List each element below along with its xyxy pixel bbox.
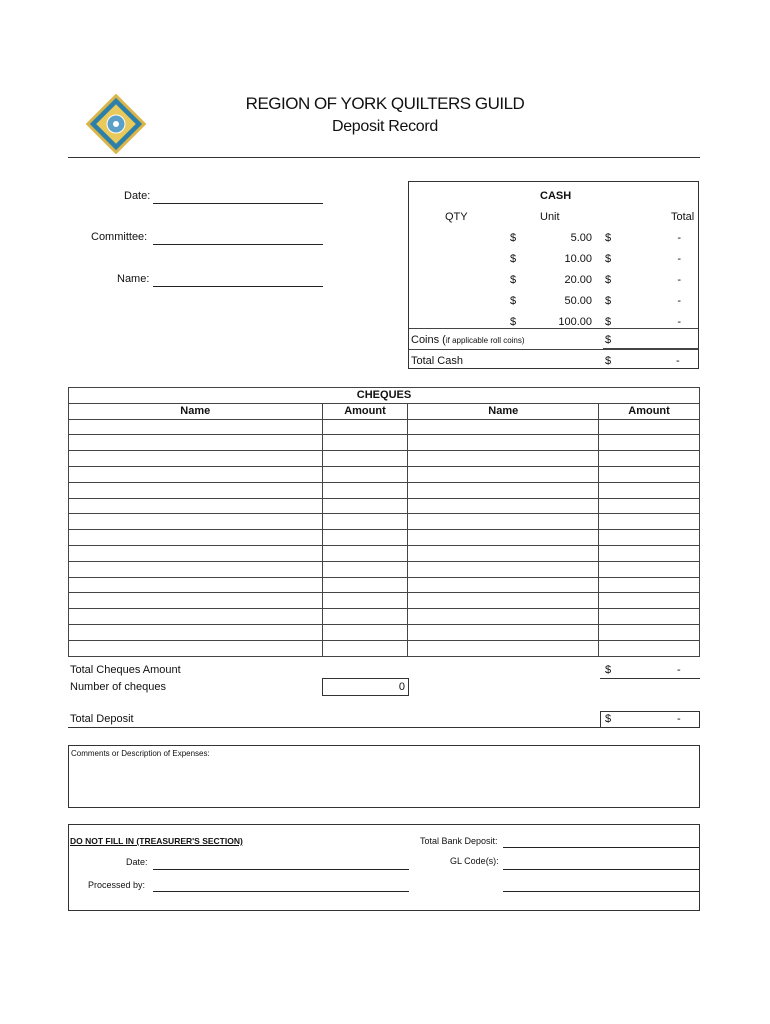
cheque-row [69, 451, 700, 467]
cheque-amount-cell[interactable] [599, 577, 700, 593]
cash-unit-value: 100.00 [558, 316, 592, 328]
cheque-amount-cell[interactable] [599, 514, 700, 530]
cash-qty-field[interactable] [429, 232, 489, 246]
cash-unit-currency: $ [510, 316, 517, 328]
cheque-name-cell[interactable] [69, 482, 323, 498]
cheque-amount-cell[interactable] [599, 545, 700, 561]
cheques-title-row [69, 388, 700, 404]
total-deposit-box [600, 711, 700, 728]
cheque-amount-cell[interactable] [322, 451, 408, 467]
total-cheques-underline [600, 678, 700, 679]
cheques-name-header-2: Name [408, 403, 599, 419]
cheque-name-cell[interactable] [69, 419, 323, 435]
cash-total-currency: $ [605, 316, 612, 328]
cheque-amount-cell[interactable] [322, 435, 408, 451]
cheque-name-cell[interactable] [408, 561, 599, 577]
cheque-amount-cell[interactable] [322, 640, 408, 656]
processed-by-label: Processed by: [88, 880, 146, 890]
cheque-name-cell[interactable] [408, 530, 599, 546]
cheque-name-cell[interactable] [408, 435, 599, 451]
total-cheques-value: - [677, 664, 681, 676]
qty-header: QTY [445, 211, 468, 223]
treasurer-section [68, 824, 700, 911]
gl-code-label: GL Code(s): [450, 856, 499, 866]
cheque-amount-cell[interactable] [599, 419, 700, 435]
cheque-row [69, 435, 700, 451]
cheques-title: CHEQUES [69, 388, 700, 404]
cheque-name-cell[interactable] [69, 451, 323, 467]
unit-header: Unit [540, 211, 560, 223]
bank-deposit-field[interactable] [503, 847, 699, 848]
cash-unit-currency: $ [510, 232, 517, 244]
treasurer-title: DO NOT FILL IN (TREASURER'S SECTION) [70, 836, 243, 846]
total-deposit-value: - [677, 713, 681, 725]
cheque-amount-cell[interactable] [599, 624, 700, 640]
cheque-row [69, 482, 700, 498]
cash-qty-field[interactable] [429, 295, 489, 309]
cheque-name-cell[interactable] [69, 435, 323, 451]
cheque-amount-cell[interactable] [322, 609, 408, 625]
cash-unit-value: 5.00 [570, 232, 592, 244]
cheque-amount-cell[interactable] [322, 593, 408, 609]
cash-total-value: - [677, 232, 681, 244]
total-cash-value: - [676, 355, 680, 367]
cash-qty-field[interactable] [429, 274, 489, 288]
cash-total-currency: $ [605, 232, 612, 244]
cheque-name-cell[interactable] [408, 451, 599, 467]
cash-unit-currency: $ [510, 253, 517, 265]
cash-section [408, 181, 699, 369]
gl-code-field[interactable] [503, 869, 699, 870]
cheque-amount-cell[interactable] [322, 498, 408, 514]
cheque-name-cell[interactable] [408, 609, 599, 625]
cheques-amount-header-1: Amount [322, 403, 408, 419]
cheque-name-cell[interactable] [69, 498, 323, 514]
cheque-row [69, 530, 700, 546]
cheque-name-cell[interactable] [69, 466, 323, 482]
processed-by-field[interactable] [153, 891, 409, 892]
cash-total-value: - [677, 316, 681, 328]
cheque-amount-cell[interactable] [599, 482, 700, 498]
cheque-row [69, 419, 700, 435]
cheque-name-cell[interactable] [69, 609, 323, 625]
page-subtitle: Deposit Record [331, 118, 439, 135]
cheque-name-cell[interactable] [408, 624, 599, 640]
cheque-amount-cell[interactable] [599, 466, 700, 482]
cheque-name-cell[interactable] [408, 545, 599, 561]
page-title: REGION OF YORK QUILTERS GUILD [245, 94, 525, 113]
treasurer-date-field[interactable] [153, 869, 409, 870]
cheque-name-cell[interactable] [69, 545, 323, 561]
cash-unit-currency: $ [510, 295, 517, 307]
cheque-name-cell[interactable] [69, 593, 323, 609]
cash-total-currency: $ [605, 274, 612, 286]
committee-field[interactable] [153, 244, 323, 245]
cheque-amount-cell[interactable] [599, 561, 700, 577]
cash-title: CASH [540, 190, 572, 202]
cheque-name-cell[interactable] [408, 466, 599, 482]
cheque-amount-cell[interactable] [322, 482, 408, 498]
cheque-row [69, 561, 700, 577]
cheques-name-header-1: Name [69, 403, 323, 419]
cheque-name-cell[interactable] [408, 498, 599, 514]
cheques-table [68, 387, 700, 657]
cheque-name-cell[interactable] [408, 593, 599, 609]
cheque-amount-cell[interactable] [599, 593, 700, 609]
name-field[interactable] [153, 286, 323, 287]
cheque-row [69, 466, 700, 482]
header-divider [68, 157, 700, 158]
cheque-row [69, 498, 700, 514]
cheque-name-cell[interactable] [408, 577, 599, 593]
cheque-name-cell[interactable] [69, 640, 323, 656]
cash-total-value: - [677, 274, 681, 286]
cheque-amount-cell[interactable] [599, 435, 700, 451]
total-cash-label: Total Cash [411, 355, 463, 367]
coins-label: Coins (if applicable roll coins) [411, 334, 525, 346]
cheque-amount-cell[interactable] [322, 545, 408, 561]
total-cheques-label: Total Cheques Amount [70, 664, 181, 676]
committee-label: Committee: [91, 231, 148, 243]
cheque-amount-cell[interactable] [322, 466, 408, 482]
total-deposit-currency: $ [605, 713, 612, 725]
number-of-cheques-field[interactable]: 0 [322, 678, 409, 696]
cheque-row [69, 593, 700, 609]
cheque-name-cell[interactable] [69, 530, 323, 546]
cheque-amount-cell[interactable] [322, 561, 408, 577]
coins-currency: $ [605, 334, 612, 346]
treasurer-date-label: Date: [126, 857, 148, 867]
coins-divider [409, 328, 698, 329]
cheques-amount-header-2: Amount [599, 403, 700, 419]
cheque-name-cell[interactable] [69, 624, 323, 640]
cheque-amount-cell[interactable] [599, 451, 700, 467]
cheque-amount-cell[interactable] [599, 498, 700, 514]
cheque-amount-cell[interactable] [599, 530, 700, 546]
cash-qty-field[interactable] [429, 253, 489, 267]
total-cheques-currency: $ [605, 664, 612, 676]
cheque-row [69, 609, 700, 625]
cash-total-currency: $ [605, 295, 612, 307]
cheque-row [69, 545, 700, 561]
total-deposit-label: Total Deposit [70, 713, 134, 725]
bank-deposit-label: Total Bank Deposit: [420, 836, 498, 846]
cash-total-currency: $ [605, 253, 612, 265]
cheque-row [69, 624, 700, 640]
number-of-cheques-label: Number of cheques [70, 681, 166, 693]
cheque-amount-cell[interactable] [322, 419, 408, 435]
cheque-amount-cell[interactable] [322, 577, 408, 593]
comments-label: Comments or Description of Expenses: [71, 749, 210, 758]
cheques-header-row [69, 403, 700, 419]
date-label: Date: [124, 190, 151, 202]
cheque-name-cell[interactable] [408, 419, 599, 435]
cheque-name-cell[interactable] [69, 561, 323, 577]
total-header: Total [671, 211, 695, 223]
total-cash-divider [409, 349, 698, 350]
cheque-row [69, 640, 700, 656]
cash-unit-currency: $ [510, 274, 517, 286]
comments-box[interactable] [68, 745, 700, 808]
name-label: Name: [117, 273, 150, 285]
cash-total-value: - [677, 253, 681, 265]
cheque-row [69, 577, 700, 593]
cheque-name-cell[interactable] [408, 640, 599, 656]
cash-unit-value: 10.00 [564, 253, 592, 265]
cheque-name-cell[interactable] [408, 482, 599, 498]
cash-unit-value: 20.00 [564, 274, 592, 286]
cheque-amount-cell[interactable] [599, 609, 700, 625]
cheque-name-cell[interactable] [408, 514, 599, 530]
date-field[interactable] [153, 203, 323, 204]
cheques-body [69, 419, 700, 656]
cheque-name-cell[interactable] [69, 514, 323, 530]
cheque-amount-cell[interactable] [322, 530, 408, 546]
cash-total-value: - [677, 295, 681, 307]
cheque-amount-cell[interactable] [599, 640, 700, 656]
gl-code-field-2[interactable] [503, 891, 699, 892]
cheque-name-cell[interactable] [69, 577, 323, 593]
cheque-amount-cell[interactable] [322, 624, 408, 640]
cheque-amount-cell[interactable] [322, 514, 408, 530]
cash-unit-value: 50.00 [564, 295, 592, 307]
total-cash-currency: $ [605, 355, 612, 367]
cheque-row [69, 514, 700, 530]
